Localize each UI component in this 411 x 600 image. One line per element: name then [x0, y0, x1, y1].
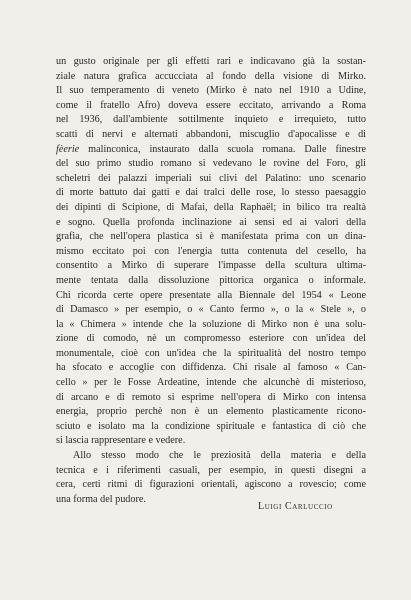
text-line: grafia, che nell'opera plastica si è manifestata prima con un dina- — [56, 231, 366, 243]
body-text — [56, 55, 366, 507]
text-line: monumentale, cioè con un'idea che la spiritualità del nostro tempo — [56, 347, 366, 359]
text-line: la « Chimera » intende che la soluzione di Mirko non è una solu- — [56, 318, 366, 330]
text-line: Allo stesso modo che le preziosità della materia e della — [73, 450, 366, 462]
text-line: dei dipinti di Scipione, di Mafai, della Raphaël; in bilico tra realtà — [56, 201, 366, 213]
text-line: energia, proprio perchè non è un elemento plasticamente ricono- — [56, 406, 366, 418]
text-line: scatti di nervi e alternati abbandoni, miscuglio d'apocalisse e di — [56, 128, 366, 140]
text-line: scheletri dei palazzi imperiali sui clivi del Palatino: uno scenario — [56, 172, 366, 184]
text-line: nel 1936, dall'ambiente sottilmente inquieto e irrequieto, tutto — [56, 114, 366, 126]
text-line: di morte battuto dai gatti e dai tralci delle rose, lo stesso paesaggio — [56, 187, 366, 199]
text-line: e sogno. Quella profonda inclinazione ai sensi ed ai valori della — [56, 216, 366, 228]
paragraph-2 — [56, 449, 366, 507]
text-line: ha sfocato e accoglie con diffidenza. Chi risale al famoso « Can- — [56, 362, 366, 374]
text-line: di Damasco » per esempio, o « Canto fermo », o la « Stele », o — [56, 304, 366, 316]
text-fragment: malinconica, instaurato dalla scuola romana. Dalle finestre — [79, 143, 366, 155]
text-line: Chi ricorda certe opere presentate alla Biennale del 1954 « Leone — [56, 289, 366, 301]
text-line: cera, certi ritmi di figurazioni orientali, agiscono a rovescio; come — [56, 479, 366, 491]
text-line: del suo primo studio romano si vedevano le rovine del Foro, gli — [56, 158, 366, 170]
text-line: cello » per le Fosse Ardeatine, intende che alcunchè di misterioso, — [56, 377, 366, 389]
author-signature: Luigi Carluccio — [258, 501, 333, 512]
text-line: ziale natura grafica accucciata al fondo della visione di Mirko. — [56, 70, 366, 82]
text-line: tecnica e i riferimenti casuali, per esempio, in questi disegni a — [56, 464, 366, 476]
text-line: di arcano e di remoto si esprime nell'opera di Mirko con intensa — [56, 391, 366, 403]
text-line: consentito a Mirko di superare l'impasse della scultura ultima- — [56, 260, 366, 272]
text-line: un gusto originale per gli effetti rari e indicavano già la sostan- — [56, 56, 366, 67]
text-line: mismo eccitato poi con l'energia tutta contenuta del cesello, ha — [56, 245, 366, 257]
paragraph-1 — [56, 55, 366, 449]
italic-word: fèerie — [56, 143, 80, 155]
text-line — [56, 143, 366, 158]
text-line: sciuto e isolato ma la condizione spirituale e fantastica di ciò che — [56, 420, 366, 432]
text-line: una forma del pudore. — [56, 493, 146, 505]
text-line: come il fratello Afro) doveva essere eccitato, arrivando a Roma — [56, 99, 366, 111]
text-line: si lascia rappresentare e vedere. — [56, 435, 186, 447]
text-line: mente tentata dalla dissoluzione pittorica organica o informale. — [56, 274, 366, 286]
text-line: Il suo temperamento di veneto (Mirko è nato nel 1910 a Udine, — [56, 85, 366, 97]
text-line: zione di comodo, nè un compromesso esteriore con un'idea del — [56, 333, 366, 345]
